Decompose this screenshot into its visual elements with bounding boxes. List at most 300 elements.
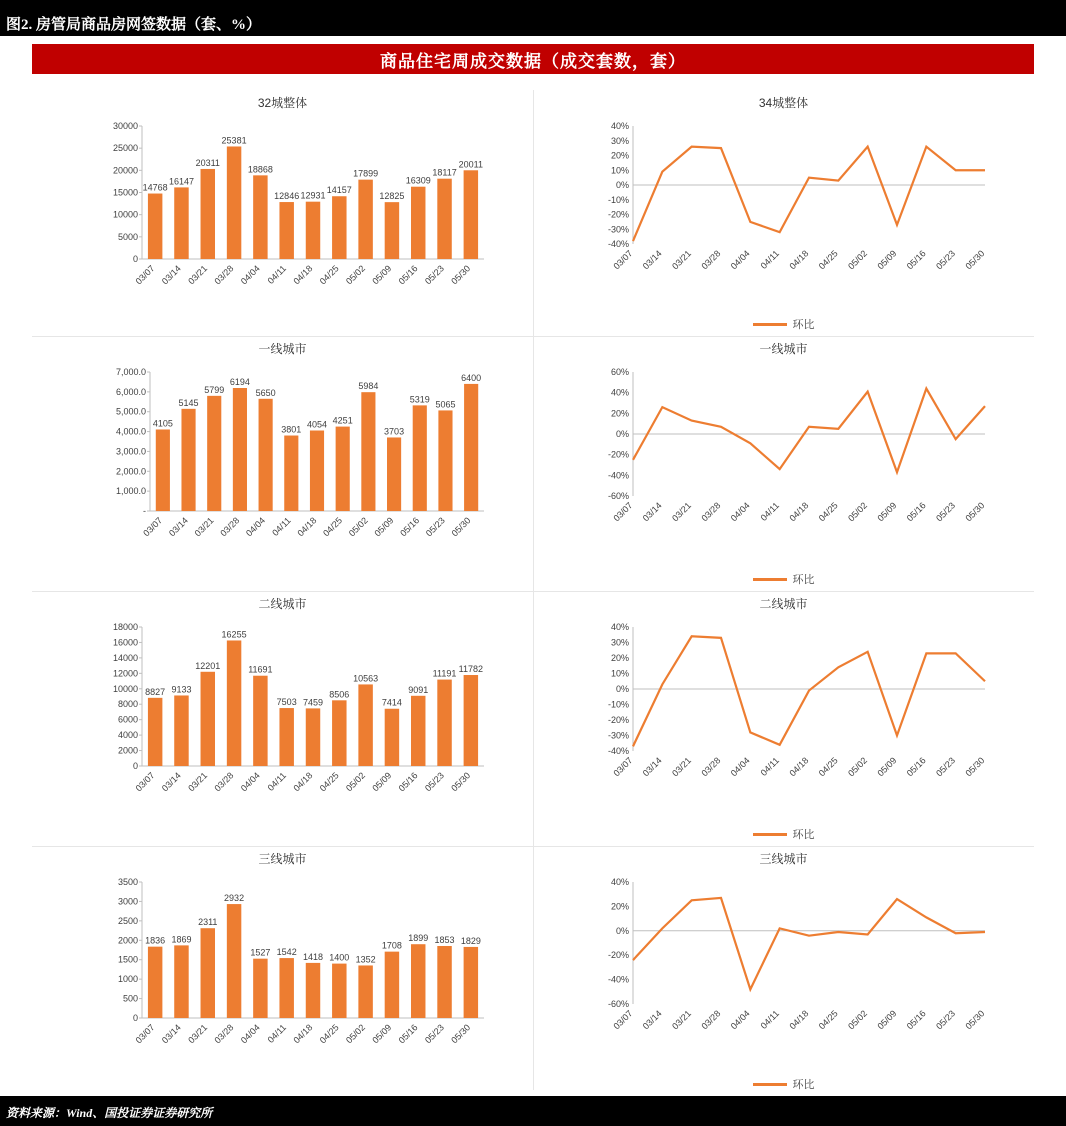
x-tick-label: 04/04	[728, 1008, 752, 1032]
x-tick-label: 05/30	[963, 755, 987, 779]
x-tick-label: 03/14	[640, 755, 664, 779]
chart-cell-tier2-line	[533, 591, 1034, 846]
x-tick-label: 03/28	[212, 263, 236, 287]
y-tick-label: 5,000.0	[115, 406, 146, 417]
x-tick-label: 05/09	[370, 770, 394, 794]
x-tick-label: 03/28	[699, 755, 723, 779]
y-tick-label: -10%	[607, 194, 629, 205]
x-tick-label: 04/04	[244, 515, 268, 539]
bar	[227, 640, 241, 766]
y-tick-label: 8000	[117, 699, 138, 710]
y-tick-label: 10000	[112, 683, 138, 694]
bar	[279, 708, 293, 766]
x-tick-label: 04/04	[728, 248, 752, 272]
y-tick-label: 1500	[117, 954, 138, 965]
bar	[148, 194, 162, 259]
line-series	[633, 898, 985, 990]
chart-cell-tier2-bar	[32, 591, 533, 846]
bar	[332, 964, 346, 1018]
legend-label: 环比	[792, 574, 815, 586]
bar	[438, 410, 452, 511]
y-tick-label: 40%	[610, 121, 629, 131]
bar	[336, 427, 350, 511]
y-tick-label: 14000	[112, 652, 138, 663]
x-tick-label: 05/02	[344, 263, 368, 287]
bar	[385, 952, 399, 1018]
bar	[361, 392, 375, 511]
bar	[201, 928, 215, 1018]
chart-legend	[533, 826, 1034, 842]
x-tick-label: 04/11	[265, 263, 289, 286]
y-tick-label: 2000	[117, 745, 138, 756]
bar	[306, 202, 320, 259]
legend-swatch	[753, 1083, 787, 1086]
bar-value-label: 4251	[332, 415, 353, 426]
bar	[310, 430, 324, 511]
bar	[358, 965, 372, 1018]
bar-value-label: 8506	[329, 689, 350, 700]
x-tick-label: 03/07	[611, 500, 635, 524]
plot-area	[92, 112, 492, 317]
y-tick-label: 10%	[610, 165, 629, 176]
bar-value-label: 6194	[229, 377, 250, 388]
chart-title: 二线城市	[759, 597, 808, 611]
x-tick-label: 05/16	[398, 515, 422, 539]
y-tick-label: 60%	[610, 367, 629, 377]
bar-value-label: 12931	[300, 190, 326, 201]
chart-banner-title: 商品住宅周成交数据（成交套数，套）	[32, 44, 1034, 74]
y-tick-label: -40%	[607, 239, 629, 249]
x-tick-label: 04/04	[728, 755, 752, 779]
chart-cell-tier1-line	[533, 336, 1034, 591]
bar-value-label: 1418	[302, 951, 324, 962]
x-tick-label: 03/28	[212, 1022, 236, 1046]
x-tick-label: 03/21	[670, 248, 694, 272]
bar	[306, 963, 320, 1018]
y-tick-label: -30%	[607, 224, 629, 235]
x-tick-label: 04/11	[265, 1022, 289, 1045]
x-tick-label: 03/21	[186, 1022, 210, 1046]
x-tick-label: 05/23	[422, 1022, 446, 1046]
bar	[279, 958, 293, 1018]
bar	[253, 959, 267, 1018]
x-tick-label: 04/11	[758, 500, 782, 523]
bar	[387, 437, 401, 511]
y-tick-label: 30000	[112, 121, 138, 131]
x-tick-label: 03/21	[186, 770, 210, 794]
line-series	[633, 147, 985, 241]
x-tick-label: 05/02	[846, 500, 870, 524]
bar-value-label: 16147	[168, 176, 194, 187]
chart-cell-34city-line	[533, 90, 1034, 336]
y-tick-label: 25000	[112, 143, 138, 154]
chart-title: 三线城市	[759, 852, 808, 866]
bar-value-label: 8827	[145, 686, 166, 697]
x-tick-label: 04/25	[816, 500, 840, 524]
chart-legend	[533, 316, 1034, 332]
bar-value-label: 7503	[276, 697, 297, 708]
bar-value-label: 11191	[432, 668, 457, 679]
x-tick-label: 05/16	[904, 755, 928, 779]
y-tick-label: 0	[132, 254, 138, 264]
y-tick-label: -40%	[607, 470, 629, 481]
x-tick-label: 03/07	[611, 248, 635, 272]
bar-value-label: 2311	[198, 917, 218, 928]
y-tick-label: -20%	[607, 715, 629, 725]
y-tick-label: -20%	[607, 209, 629, 220]
bar-value-label: 2932	[224, 893, 245, 904]
x-tick-label: 03/28	[699, 500, 723, 524]
y-tick-label: 1,000.0	[115, 486, 146, 497]
x-tick-label: 03/28	[699, 1008, 723, 1032]
x-tick-label: 04/11	[758, 248, 782, 271]
x-tick-label: 05/23	[934, 755, 958, 779]
y-tick-label: 40%	[610, 622, 629, 632]
x-tick-label: 04/25	[816, 248, 840, 272]
bar	[253, 175, 267, 259]
x-tick-label: 04/18	[291, 263, 315, 287]
legend-label: 环比	[792, 829, 815, 841]
x-tick-label: 04/04	[238, 770, 262, 794]
plot-area	[92, 358, 492, 573]
bar	[411, 944, 425, 1018]
x-tick-label: 05/30	[963, 1008, 987, 1032]
bar-value-label: 1542	[276, 947, 297, 958]
bar	[385, 202, 399, 259]
y-tick-label: 2,000.0	[115, 466, 146, 477]
line-series	[633, 389, 985, 473]
bar	[358, 180, 372, 259]
bar	[279, 202, 293, 259]
bar-value-label: 5319	[409, 394, 430, 405]
bar-value-label: 5650	[255, 387, 276, 398]
y-tick-label: -10%	[607, 699, 629, 710]
x-tick-label: 05/09	[875, 248, 899, 272]
y-tick-label: -60%	[607, 999, 629, 1009]
x-tick-label: 05/30	[449, 1022, 473, 1046]
x-tick-label: 05/23	[423, 515, 447, 539]
x-tick-label: 05/02	[846, 755, 870, 779]
bar-value-label: 1352	[355, 954, 376, 965]
bar-value-label: 16309	[405, 175, 431, 186]
y-tick-label: 4000	[117, 730, 138, 741]
y-tick-label: -30%	[607, 730, 629, 741]
x-tick-label: 04/25	[317, 263, 341, 287]
y-tick-label: 3000	[117, 896, 138, 907]
bar-value-label: 4105	[152, 418, 173, 429]
y-tick-label: 0%	[615, 684, 629, 694]
bar-value-label: 12846	[274, 191, 300, 202]
x-tick-label: 05/02	[346, 515, 370, 539]
bar	[413, 405, 427, 511]
x-tick-label: 05/23	[422, 770, 446, 794]
y-tick-label: 3,000.0	[115, 446, 146, 457]
bar-value-label: 9133	[171, 684, 192, 695]
x-tick-label: 04/04	[728, 500, 752, 524]
y-tick-label: 5000	[117, 231, 138, 242]
x-tick-label: 04/11	[758, 1008, 782, 1031]
y-tick-label: 0%	[615, 925, 629, 936]
bar-value-label: 25381	[221, 135, 247, 146]
x-tick-label: 05/30	[963, 248, 987, 272]
x-tick-label: 03/14	[159, 770, 183, 794]
bar-value-label: 1829	[460, 935, 481, 946]
x-tick-label: 05/30	[449, 515, 473, 539]
x-tick-label: 05/16	[904, 500, 928, 524]
bar	[306, 708, 320, 766]
x-tick-label: 04/18	[787, 500, 811, 524]
bar	[437, 946, 451, 1018]
x-tick-label: 04/25	[317, 1022, 341, 1046]
chart-title: 二线城市	[258, 597, 307, 611]
x-tick-label: 05/16	[396, 263, 420, 287]
legend-label: 环比	[792, 319, 815, 331]
x-tick-label: 03/07	[133, 263, 157, 287]
bar	[284, 436, 298, 511]
x-tick-label: 03/28	[699, 248, 723, 272]
x-tick-label: 03/14	[166, 515, 190, 539]
chart-canvas	[0, 36, 1066, 1096]
bar	[437, 179, 451, 259]
y-tick-label: 0%	[615, 429, 629, 439]
x-tick-label: 05/30	[449, 770, 473, 794]
x-tick-label: 03/07	[133, 770, 157, 794]
chart-title: 三线城市	[258, 852, 307, 866]
x-tick-label: 03/21	[670, 500, 694, 524]
x-tick-label: 03/07	[141, 515, 165, 539]
y-tick-label: 40%	[610, 877, 629, 887]
x-tick-label: 05/23	[422, 263, 446, 287]
bar-value-label: 1708	[381, 940, 402, 951]
bar	[201, 169, 215, 259]
x-tick-label: 05/09	[875, 1008, 899, 1032]
bar	[358, 684, 372, 766]
bar	[259, 399, 273, 511]
y-tick-label: 6,000.0	[115, 386, 146, 397]
y-tick-label: 10000	[112, 209, 138, 220]
x-tick-label: 05/23	[934, 1008, 958, 1032]
bar-value-label: 1853	[434, 934, 455, 945]
y-tick-label: 3500	[117, 877, 138, 887]
x-tick-label: 04/25	[321, 515, 345, 539]
x-tick-label: 03/21	[670, 755, 694, 779]
chart-legend	[533, 571, 1034, 587]
y-tick-label: 20%	[610, 150, 629, 161]
bar-value-label: 7459	[302, 697, 324, 708]
bar-value-label: 1869	[171, 934, 192, 945]
x-tick-label: 04/25	[317, 770, 341, 794]
x-tick-label: 04/18	[291, 1022, 315, 1046]
plot-area	[92, 613, 492, 828]
bar-value-label: 1527	[250, 947, 271, 958]
x-tick-label: 05/30	[449, 263, 473, 287]
x-tick-label: 04/04	[238, 263, 262, 287]
bar	[148, 947, 162, 1018]
x-tick-label: 04/18	[787, 248, 811, 272]
x-tick-label: 05/16	[904, 1008, 928, 1032]
bar	[253, 676, 267, 766]
y-tick-label: 12000	[112, 668, 138, 679]
bar-value-label: 1400	[329, 952, 350, 963]
y-tick-label: -40%	[607, 746, 629, 756]
chart-cell-tier3-line	[533, 846, 1034, 1096]
bar-value-label: 12825	[379, 191, 405, 202]
x-tick-label: 04/18	[295, 515, 319, 539]
y-tick-label: 20%	[610, 408, 629, 419]
bar	[464, 675, 478, 766]
bar-value-label: 5065	[435, 399, 456, 410]
bar-value-label: 11691	[248, 664, 273, 675]
chart-title: 一线城市	[759, 342, 808, 356]
bar-value-label: 4054	[306, 419, 328, 430]
x-tick-label: 05/23	[934, 248, 958, 272]
chart-cell-tier3-bar	[32, 846, 533, 1096]
bar-value-label: 6400	[461, 372, 482, 383]
legend-swatch	[753, 323, 787, 326]
bar-value-label: 9091	[408, 684, 429, 695]
x-tick-label: 05/30	[963, 500, 987, 524]
bar	[227, 904, 241, 1018]
bar	[437, 680, 451, 766]
y-tick-label: 20%	[610, 901, 629, 912]
y-tick-label: 20000	[112, 165, 138, 176]
x-tick-label: 04/25	[816, 1008, 840, 1032]
bar	[174, 695, 188, 766]
x-tick-label: 03/07	[611, 755, 635, 779]
bar	[181, 409, 195, 511]
y-tick-label: 2000	[117, 935, 138, 946]
x-tick-label: 03/28	[218, 515, 242, 539]
bar-value-label: 3703	[384, 426, 405, 437]
bar	[207, 396, 221, 511]
x-tick-label: 03/14	[159, 263, 183, 287]
x-tick-label: 03/14	[640, 1008, 664, 1032]
bar	[174, 945, 188, 1018]
x-tick-label: 04/11	[758, 755, 782, 778]
y-tick-label: -20%	[607, 449, 629, 460]
x-tick-label: 05/16	[396, 770, 420, 794]
x-tick-label: 04/18	[291, 770, 315, 794]
x-tick-label: 03/21	[186, 263, 210, 287]
x-tick-label: 04/11	[270, 515, 293, 538]
bar-value-label: 3801	[281, 424, 302, 435]
bar-value-label: 18117	[432, 167, 457, 178]
bar	[174, 187, 188, 259]
bar	[201, 672, 215, 766]
y-tick-label: 4,000.0	[115, 426, 146, 437]
bar-value-label: 20311	[195, 157, 220, 168]
chart-legend	[533, 1076, 1034, 1092]
x-tick-label: 05/09	[370, 1022, 394, 1046]
x-tick-label: 05/16	[904, 248, 928, 272]
y-tick-label: 16000	[112, 637, 138, 648]
x-tick-label: 04/18	[787, 755, 811, 779]
y-tick-label: -20%	[607, 950, 629, 961]
x-tick-label: 03/07	[611, 1008, 635, 1032]
y-tick-label: 0	[132, 1013, 138, 1023]
bar	[156, 429, 170, 511]
x-tick-label: 05/16	[396, 1022, 420, 1046]
plot-area	[593, 112, 993, 302]
bar-value-label: 7414	[381, 697, 402, 708]
bar	[464, 170, 478, 259]
bar-value-label: 20011	[458, 159, 484, 170]
x-tick-label: 05/02	[846, 248, 870, 272]
y-tick-label: 500	[122, 993, 138, 1004]
bar	[227, 146, 241, 259]
bar-value-label: 11782	[458, 664, 484, 675]
y-tick-label: 2500	[117, 915, 138, 926]
x-tick-label: 05/09	[875, 500, 899, 524]
bar-value-label: 14157	[326, 185, 352, 196]
figure-caption: 图2. 房管局商品房网签数据（套、%）	[6, 16, 262, 33]
bar-value-label: 5984	[358, 381, 379, 392]
y-tick-label: 20%	[610, 653, 629, 663]
chart-title: 一线城市	[258, 342, 307, 356]
plot-area	[593, 358, 993, 558]
source-note: 资料来源：Wind、国投证券证券研究所	[6, 1106, 213, 1120]
chart-title: 32城整体	[257, 96, 308, 110]
bar	[464, 384, 478, 511]
chart-cell-32city-bar	[32, 90, 533, 336]
x-tick-label: 04/18	[787, 1008, 811, 1032]
x-tick-label: 05/02	[344, 770, 368, 794]
x-tick-label: 03/07	[133, 1022, 157, 1046]
chart-cell-tier1-bar	[32, 336, 533, 591]
x-tick-label: 05/09	[370, 263, 394, 287]
bar	[385, 709, 399, 766]
bar-value-label: 17899	[353, 168, 379, 179]
bar-value-label: 1836	[145, 935, 166, 946]
legend-label: 环比	[792, 1079, 815, 1091]
x-tick-label: 03/14	[640, 248, 664, 272]
bar	[332, 196, 346, 259]
x-tick-label: 04/25	[816, 755, 840, 779]
bar-value-label: 10563	[353, 673, 379, 684]
x-tick-label: 04/04	[238, 1022, 262, 1046]
x-tick-label: 03/28	[212, 770, 236, 794]
y-tick-label: 40%	[610, 387, 629, 398]
y-tick-label: 1000	[117, 974, 138, 985]
legend-swatch	[753, 833, 787, 836]
y-tick-label: -60%	[607, 491, 629, 501]
x-tick-label: 05/02	[846, 1008, 870, 1032]
y-tick-label: 30%	[610, 135, 629, 146]
x-tick-label: 03/14	[640, 500, 664, 524]
y-tick-label: 0%	[615, 180, 629, 190]
y-tick-label: 15000	[112, 187, 138, 198]
bar-value-label: 1899	[408, 933, 429, 944]
bar-value-label: 16255	[221, 629, 247, 640]
chart-title: 34城整体	[758, 96, 809, 110]
x-tick-label: 05/09	[372, 515, 396, 539]
bar	[464, 947, 478, 1018]
x-tick-label: 05/09	[875, 755, 899, 779]
plot-area	[593, 868, 993, 1066]
bar-value-label: 14768	[142, 182, 168, 193]
bar-value-label: 5799	[204, 384, 225, 395]
bar-value-label: 18868	[247, 164, 273, 175]
x-tick-label: 03/21	[192, 515, 216, 539]
line-series	[633, 636, 985, 746]
x-tick-label: 05/02	[344, 1022, 368, 1046]
x-tick-label: 03/21	[670, 1008, 694, 1032]
plot-area	[92, 868, 492, 1080]
y-tick-label: 30%	[610, 637, 629, 648]
bar-value-label: 12201	[195, 660, 221, 671]
y-tick-label: 18000	[112, 622, 138, 632]
y-tick-label: -	[143, 506, 146, 516]
